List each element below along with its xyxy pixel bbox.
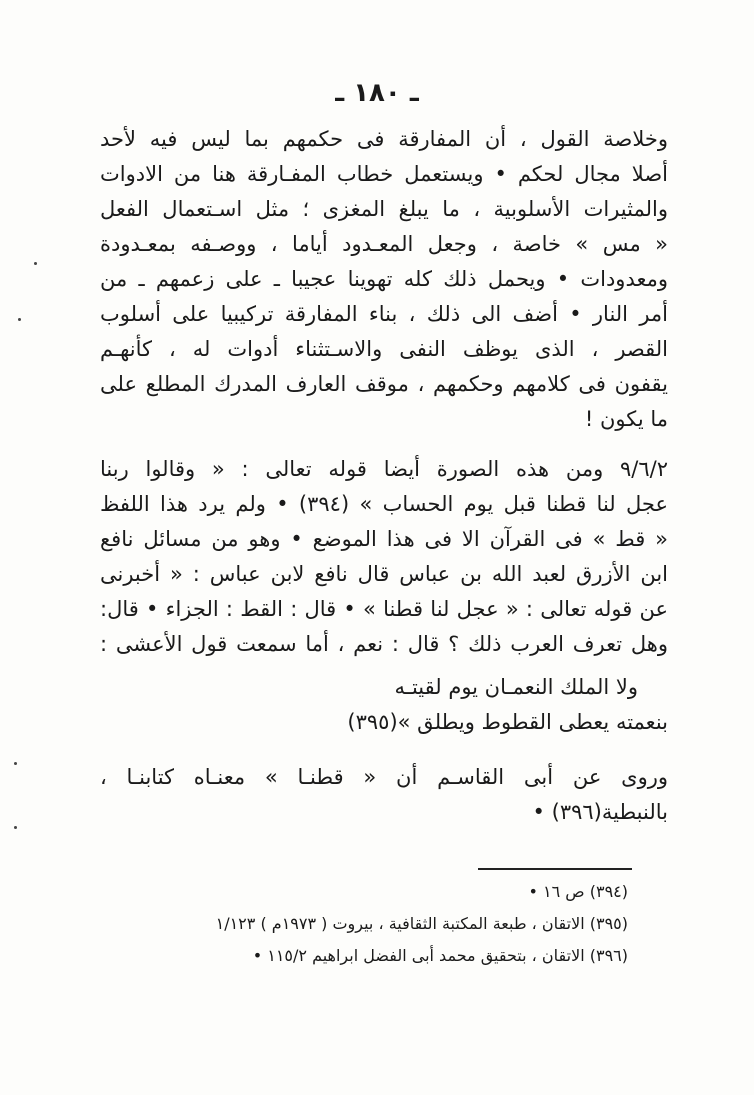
- text-line: بالنبطية(٣٩٦) •: [532, 800, 668, 824]
- text-line: عجل لنا قطنا قبل يوم الحساب » (٣٩٤) • ولم يرد هذا اللفظ: [100, 492, 668, 516]
- scan-speck: [14, 826, 17, 829]
- page-number: ـ ١٨٠ ـ: [335, 78, 419, 108]
- text-line: « مس » خاصة ، وجعل المعـدود أياما ، ووصـفه بمعـدودة: [100, 232, 668, 256]
- text-line: وهل تعرف العرب ذلك ؟ قال : نعم ، أما سمعت قول الأعشى :: [100, 632, 668, 656]
- text-line: « قط » فى القرآن الا فى هذا الموضع • وهو من مسائل نافع: [100, 527, 668, 551]
- verse-line-1: ولا الملك النعمـان يوم لقيتـه: [394, 675, 638, 699]
- scan-speck: [14, 762, 17, 765]
- text-line: والمثيرات الأسلوبية ، ما يبلغ المغزى ؛ مثل اسـتعمال الفعل: [100, 197, 668, 221]
- text-line: يقفون فى كلامهم وحكمهم ، موقف العارف المدرك المطلع على: [100, 372, 668, 396]
- text-line: القصر ، الذى يوظف النفى والاسـتثناء أدوات له ، كأنهـم: [100, 337, 668, 361]
- text-line: عن قوله تعالى : « عجل لنا قطنا » • قال : القط : الجزاء • قال:: [100, 597, 668, 621]
- paragraph-conclusion: [100, 122, 668, 437]
- footnotes: [98, 876, 628, 972]
- verse-line-2: بنعمته يعطى القطوط ويطلق »(٣٩٥): [347, 710, 668, 734]
- poem-verse: [100, 670, 668, 740]
- paragraph-abu-qasim: [100, 760, 668, 830]
- text-line: ٩/٦/٢ ومن هذه الصورة أيضا قوله تعالى : « وقالوا ربنا: [100, 457, 668, 481]
- text-line: ابن الأزرق لعبد الله بن عباس قال نافع لابن عباس : « أخبرنى: [100, 562, 668, 586]
- text-line: وخلاصة القول ، أن المفارقة فى حكمهم بما ليس فيه لأحد: [100, 127, 668, 151]
- scan-speck: [34, 262, 37, 265]
- footnote-394: (٣٩٤) ص ١٦ •: [528, 882, 628, 901]
- scan-speck: [18, 318, 21, 321]
- footnote-divider: [478, 868, 632, 870]
- footnote-396: (٣٩٦) الاتقان ، بتحقيق محمد أبى الفضل ابراهيم ١١٥/٢ •: [252, 946, 628, 965]
- text-line: ما يكون !: [584, 407, 668, 431]
- text-line: أصلا مجال لحكم • ويستعمل خطاب المفـارقة هنا من الادوات: [100, 162, 668, 186]
- footnote-395: (٣٩٥) الاتقان ، طبعة المكتبة الثقافية ، بيروت ( ١٩٧٣م ) ١/١٢٣: [215, 914, 628, 933]
- text-line: ومعدودات • ويحمل ذلك كله تهوينا عجيبا ـ على زعمهم ـ من: [100, 267, 668, 291]
- text-line: أمر النار • أضف الى ذلك ، بناء المفارقة تركيبيا على أسلوب: [100, 302, 668, 326]
- paragraph-section-9-6-2: [100, 452, 668, 662]
- text-line: وروى عن أبى القاسـم أن « قطنـا » معنـاه كتابنـا ،: [100, 765, 668, 789]
